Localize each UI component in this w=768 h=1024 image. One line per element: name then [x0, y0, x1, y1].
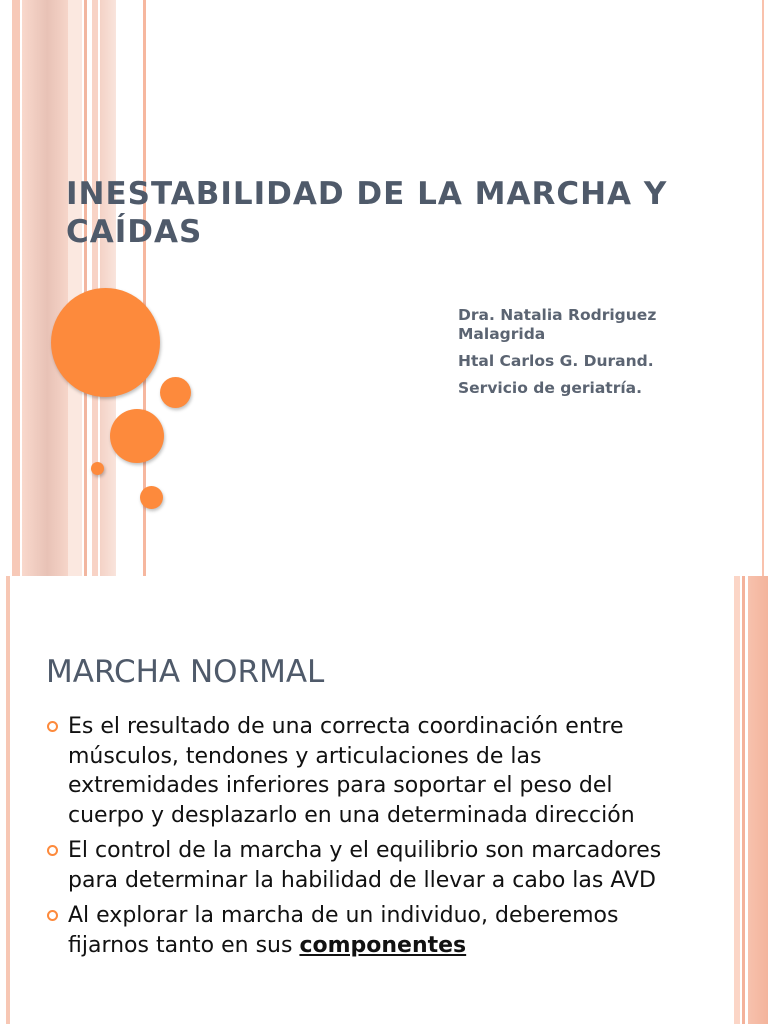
decorative-circle-small	[140, 486, 163, 509]
bullet-circle-icon	[47, 721, 58, 732]
decorative-circle-large	[51, 288, 160, 397]
decorative-stripe	[734, 576, 740, 1024]
decorative-stripe	[22, 0, 68, 576]
slide-title-line-2: CAÍDAS	[66, 214, 203, 250]
decorative-stripe	[748, 576, 768, 1024]
content-slide	[0, 576, 768, 1024]
bullet-list	[46, 712, 666, 966]
bullet-item	[46, 901, 666, 960]
bullet-item	[46, 712, 666, 830]
bullet-text: El control de la marcha y el equilibrio son marcadores para determinar la habilidad de llevar a cabo las AVD	[68, 838, 662, 893]
bullet-emphasis: componentes	[299, 932, 467, 958]
bullet-circle-icon	[47, 910, 58, 921]
slide-subtitle	[458, 306, 728, 406]
decorative-stripe	[762, 0, 764, 576]
decorative-stripe	[12, 0, 20, 576]
decorative-stripe	[84, 0, 87, 576]
bullet-circle-icon	[47, 845, 58, 856]
bullet-item	[46, 836, 666, 895]
decorative-stripe	[6, 576, 10, 1024]
author-name: Dra. Natalia Rodriguez Malagrida	[458, 306, 657, 343]
hospital-name: Htal Carlos G. Durand.	[458, 352, 654, 370]
decorative-circle-medium	[110, 409, 164, 463]
slide-heading: MARCHA NORMAL	[46, 654, 325, 690]
slide-title-line-1: INESTABILIDAD DE LA MARCHA Y	[66, 176, 668, 212]
bullet-text: Al explorar la marcha de un individuo, deberemos fijarnos tanto en sus	[68, 903, 619, 958]
department-name: Servicio de geriatría.	[458, 379, 643, 397]
decorative-stripe	[742, 576, 745, 1024]
bullet-text: Es el resultado de una correcta coordinación entre músculos, tendones y articulaciones de las extremidades inferiores para soportar el peso del cuerpo y desplazarlo en una determinada dirección	[68, 714, 635, 828]
decorative-stripe	[68, 0, 82, 576]
decorative-circle-tiny	[91, 462, 104, 475]
decorative-circle-small	[160, 377, 191, 408]
slide-title	[66, 175, 706, 251]
